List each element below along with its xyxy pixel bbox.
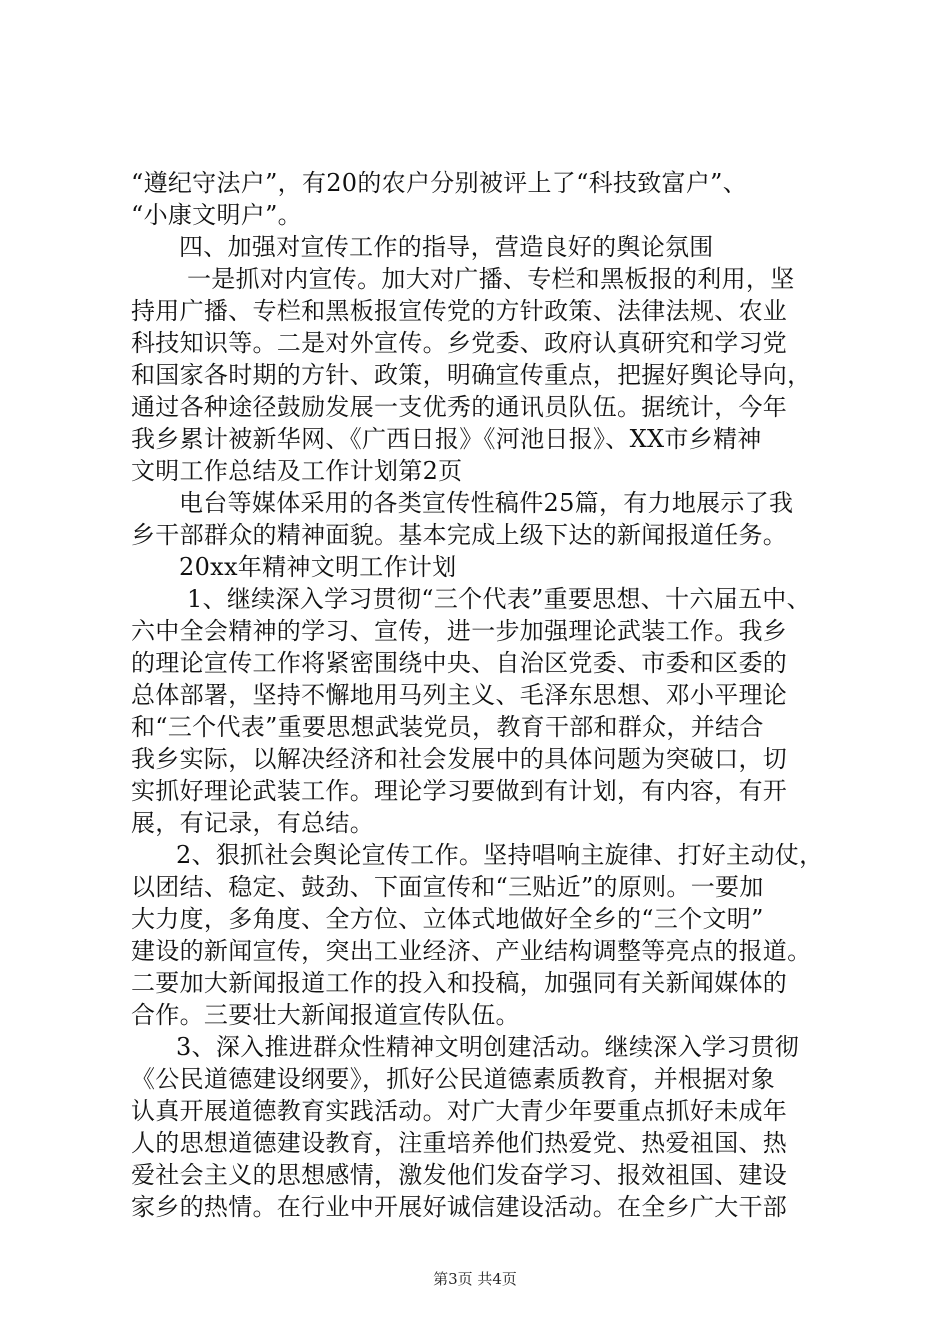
text-line: 和“三个代表”重要思想武装党员，教育干部和群众，并结合: [131, 713, 764, 741]
text-line: 家乡的热情。在行业中开展好诚信建设活动。在全乡广大干部: [131, 1193, 788, 1221]
text-line: 大力度，多角度、全方位、立体式地做好全乡的“三个文明”: [131, 905, 764, 933]
text-line: 的理论宣传工作将紧密围绕中央、自治区党委、市委和区委的: [131, 649, 788, 677]
section-heading: 四、加强对宣传工作的指导，营造良好的舆论氛围: [179, 233, 714, 261]
page-footer: 第3页 共4页: [433, 1270, 517, 1288]
text-line: 1、继续深入学习贯彻“三个代表”重要思想、十六届五中、: [187, 585, 811, 613]
text-line: 我乡实际，以解决经济和社会发展中的具体问题为突破口，切: [131, 745, 788, 773]
text-line: 我乡累计被新华网、《广西日报》《河池日报》、XX市乡精神: [131, 425, 762, 453]
plan-heading: 20xx年精神文明工作计划: [179, 553, 457, 581]
text-line: 文明工作总结及工作计划第2页: [131, 457, 463, 485]
text-line: 展，有记录，有总结。: [131, 809, 374, 837]
text-line: 2、狠抓社会舆论宣传工作。坚持唱响主旋律、打好主动仗，: [176, 841, 824, 869]
text-line: 二要加大新闻报道工作的投入和投稿，加强同有关新闻媒体的: [131, 969, 788, 997]
text-line: 人的思想道德建设教育，注重培养他们热爱党、热爱祖国、热: [131, 1129, 788, 1157]
text-line: 建设的新闻宣传，突出工业经济、产业结构调整等亮点的报道。: [131, 937, 812, 965]
text-line: 以团结、稳定、鼓劲、下面宣传和“三贴近”的原则。一要加: [131, 873, 764, 901]
text-line: 持用广播、专栏和黑板报宣传党的方针政策、法律法规、农业: [131, 297, 788, 325]
text-line: 实抓好理论武装工作。理论学习要做到有计划，有内容，有开: [131, 777, 788, 805]
text-line: “小康文明户”。: [131, 201, 302, 229]
text-line: 科技知识等。二是对外宣传。乡党委、政府认真研究和学习党: [131, 329, 788, 357]
text-line: 爱社会主义的思想感情，激发他们发奋学习、报效祖国、建设: [131, 1161, 788, 1189]
text-line: 六中全会精神的学习、宣传，进一步加强理论武装工作。我乡: [131, 617, 788, 645]
text-line: 电台等媒体采用的各类宣传性稿件25篇，有力地展示了我: [179, 489, 794, 517]
text-line: 通过各种途径鼓励发展一支优秀的通讯员队伍。据统计，今年: [131, 393, 788, 421]
text-line: “遵纪守法户”，有20的农户分别被评上了“科技致富户”、: [131, 169, 748, 197]
text-line: 3、深入推进群众性精神文明创建活动。继续深入学习贯彻: [176, 1033, 800, 1061]
text-line: 认真开展道德教育实践活动。对广大青少年要重点抓好未成年: [131, 1097, 788, 1125]
text-line: 《公民道德建设纲要》，抓好公民道德素质教育，并根据对象: [131, 1065, 776, 1093]
text-line: 总体部署，坚持不懈地用马列主义、毛泽东思想、邓小平理论: [131, 681, 788, 709]
text-line: 和国家各时期的方针、政策，明确宣传重点，把握好舆论导向，: [131, 361, 812, 389]
text-line: 合作。三要壮大新闻报道宣传队伍。: [131, 1001, 520, 1029]
text-line: 乡干部群众的精神面貌。基本完成上级下达的新闻报道任务。: [131, 521, 788, 549]
document-body: [131, 167, 831, 1223]
text-line: 一是抓对内宣传。加大对广播、专栏和黑板报的利用，坚: [187, 265, 795, 293]
